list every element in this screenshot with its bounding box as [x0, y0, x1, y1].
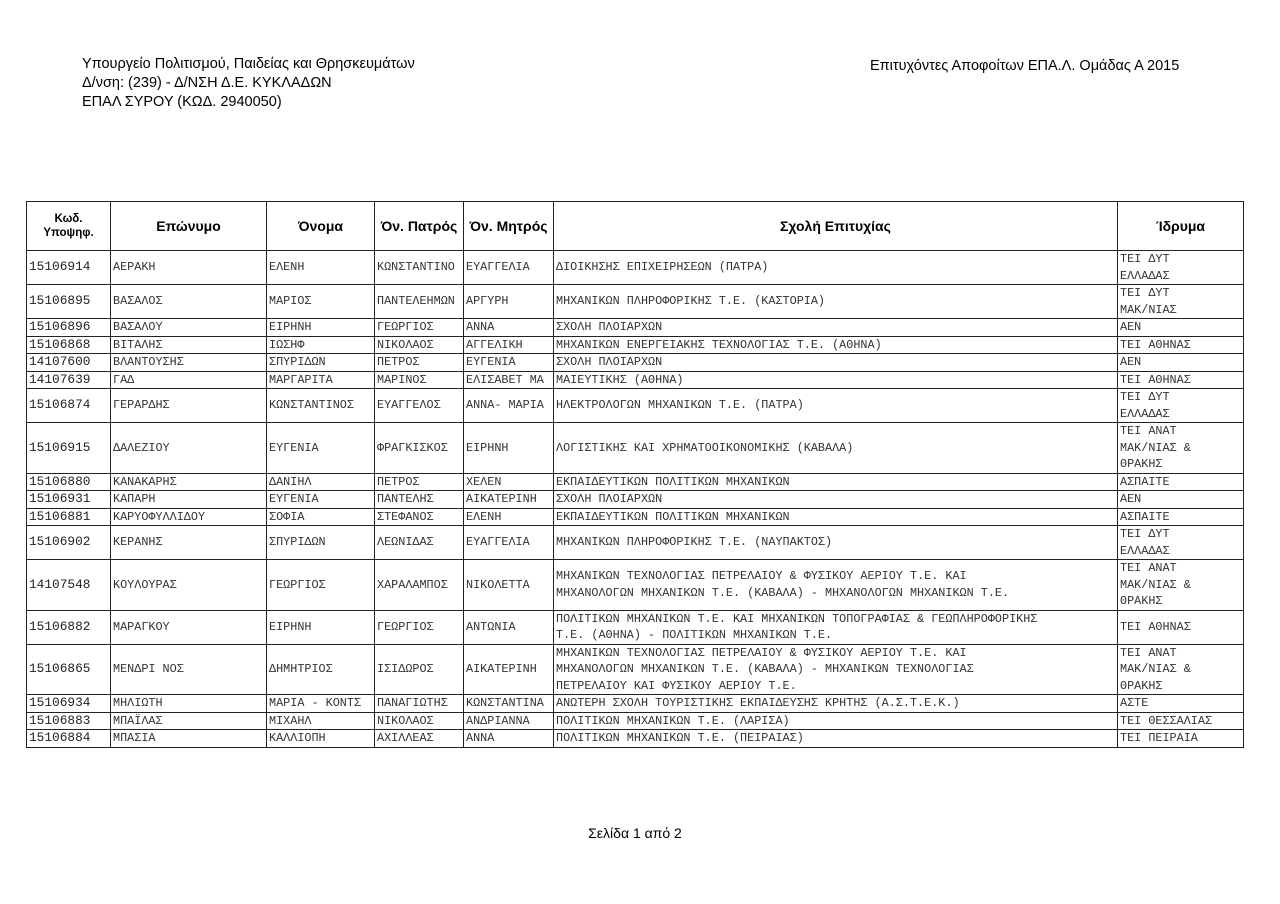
cell-mother-name: ΑΙΚΑΤΕΡΙΝΗ: [464, 491, 554, 509]
cell-institution: [1118, 508, 1244, 526]
cell-code: 15106883: [27, 712, 111, 730]
directorate-name: Δ/νση: (239) - Δ/ΝΣΗ Δ.Ε. ΚΥΚΛΑΔΩΝ: [82, 75, 332, 91]
table-header-row: [27, 202, 1244, 251]
cell-name: ΓΕΩΡΓΙΟΣ: [267, 560, 375, 611]
cell-code: 15106895: [27, 285, 111, 319]
cell-code: 15106882: [27, 610, 111, 644]
cell-institution: [1118, 560, 1244, 611]
cell-name: ΕΙΡΗΝΗ: [267, 610, 375, 644]
cell-mother-name: ΕΙΡΗΝΗ: [464, 423, 554, 474]
cell-school-line: ΜΗΧΑΝΙΚΩΝ ΤΕΧΝΟΛΟΓΙΑΣ ΠΕΤΡΕΛΑΙΟΥ & ΦΥΣΙΚΟΥ ΑΕΡΙΟΥ Τ.Ε. ΚΑΙ: [556, 645, 967, 660]
cell-mother-name: ΝΙΚΟΛΕΤΤΑ: [464, 560, 554, 611]
cell-institution: [1118, 423, 1244, 474]
cell-surname: ΒΑΣΑΛΟΣ: [111, 285, 267, 319]
cell-school: [554, 695, 1118, 713]
cell-institution: [1118, 473, 1244, 491]
page-number: Σελίδα 1 από 2: [588, 825, 682, 841]
table-body: [27, 251, 1244, 748]
column-header-institution: Ίδρυμα: [1118, 202, 1244, 251]
cell-name: ΜΑΡΙΟΣ: [267, 285, 375, 319]
cell-code: 15106865: [27, 644, 111, 695]
cell-institution-line: ΘΡΑΚΗΣ: [1120, 457, 1163, 471]
column-header-code: Κωδ. Υποψηφ.: [27, 202, 111, 251]
table-row: [27, 644, 1244, 695]
cell-school: [554, 526, 1118, 560]
cell-mother-name: ΕΥΓΕΝΙΑ: [464, 354, 554, 372]
cell-school: [554, 644, 1118, 695]
cell-mother-name: ΑΝΝΑ: [464, 730, 554, 748]
cell-institution: [1118, 730, 1244, 748]
cell-institution-line: ΤΕΙ ΑΝΑΤ: [1120, 561, 1177, 575]
cell-school-line: ΕΚΠΑΙΔΕΥΤΙΚΩΝ ΠΟΛΙΤΙΚΩΝ ΜΗΧΑΝΙΚΩΝ: [556, 474, 790, 489]
cell-surname: ΚΟΥΛΟΥΡΑΣ: [111, 560, 267, 611]
cell-institution-line: ΤΕΙ ΑΘΗΝΑΣ: [1120, 337, 1191, 352]
cell-school-line: ΠΟΛΙΤΙΚΩΝ ΜΗΧΑΝΙΚΩΝ Τ.Ε. ΚΑΙ ΜΗΧΑΝΙΚΩΝ ΤΟΠΟΓΡΑΦΙΑΣ & ΓΕΩΠΛΗΡΟΦΟΡΙΚΗΣ: [556, 611, 1038, 626]
cell-code: 15106915: [27, 423, 111, 474]
cell-father-name: ΓΕΩΡΓΙΟΣ: [375, 610, 464, 644]
cell-father-name: ΧΑΡΑΛΑΜΠΟΣ: [375, 560, 464, 611]
table-row: [27, 491, 1244, 509]
cell-surname: ΒΛΑΝΤΟΥΣΗΣ: [111, 354, 267, 372]
cell-school-line: ΑΝΩΤΕΡΗ ΣΧΟΛΗ ΤΟΥΡΙΣΤΙΚΗΣ ΕΚΠΑΙΔΕΥΣΗΣ ΚΡΗΤΗΣ (Α.Σ.Τ.Ε.Κ.): [556, 696, 960, 710]
cell-institution-line: ΑΕΝ: [1120, 320, 1142, 334]
cell-name: ΣΟΦΙΑ: [267, 508, 375, 526]
cell-school-line: ΜΗΧΑΝΟΛΟΓΩΝ ΜΗΧΑΝΙΚΩΝ Τ.Ε. (ΚΑΒΑΛΑ) - ΜΗΧΑΝΙΚΩΝ ΤΕΧΝΟΛΟΓΙΑΣ: [556, 662, 974, 676]
cell-name: ΜΙΧΑΗΛ: [267, 712, 375, 730]
cell-school-line: ΕΚΠΑΙΔΕΥΤΙΚΩΝ ΠΟΛΙΤΙΚΩΝ ΜΗΧΑΝΙΚΩΝ: [556, 509, 790, 524]
cell-institution-line: ΘΡΑΚΗΣ: [1120, 594, 1163, 608]
cell-institution: [1118, 251, 1244, 285]
cell-mother-name: ΑΙΚΑΤΕΡΙΝΗ: [464, 644, 554, 695]
table-row: [27, 526, 1244, 560]
cell-school-line: ΣΧΟΛΗ ΠΛΟΙΑΡΧΩΝ: [556, 492, 663, 506]
cell-institution-line: ΕΛΛΑΔΑΣ: [1120, 406, 1170, 421]
cell-institution: [1118, 389, 1244, 423]
cell-code: 15106934: [27, 695, 111, 713]
cell-father-name: ΚΩΝΣΤΑΝΤΙΝΟ: [375, 251, 464, 285]
cell-father-name: ΠΑΝΤΕΛΕΗΜΩΝ: [375, 285, 464, 319]
cell-school: [554, 508, 1118, 526]
cell-code: 14107600: [27, 354, 111, 372]
cell-code: 15106868: [27, 336, 111, 354]
cell-institution-line: ΤΕΙ ΘΕΣΣΑΛΙΑΣ: [1120, 713, 1213, 728]
cell-institution: [1118, 285, 1244, 319]
cell-code: 15106931: [27, 491, 111, 509]
cell-surname: ΚΑΡΥΟΦΥΛΛΙΔΟΥ: [111, 508, 267, 526]
cell-mother-name: ΑΝΝΑ- ΜΑΡΙΑ: [464, 389, 554, 423]
cell-code: 15106914: [27, 251, 111, 285]
cell-code: 14107639: [27, 371, 111, 389]
cell-father-name: ΠΑΝΑΓΙΩΤΗΣ: [375, 695, 464, 713]
cell-surname: ΜΠΑΣΙΑ: [111, 730, 267, 748]
cell-school: [554, 491, 1118, 509]
table-row: [27, 371, 1244, 389]
table-row: [27, 423, 1244, 474]
cell-institution-line: ΑΕΝ: [1120, 492, 1142, 506]
cell-name: ΔΗΜΗΤΡΙΟΣ: [267, 644, 375, 695]
cell-name: ΙΩΣΗΦ: [267, 336, 375, 354]
table-row: [27, 251, 1244, 285]
cell-surname: ΚΑΝΑΚΑΡΗΣ: [111, 473, 267, 491]
cell-father-name: ΣΤΕΦΑΝΟΣ: [375, 508, 464, 526]
cell-surname: ΜΗΛΙΩΤΗ: [111, 695, 267, 713]
cell-father-name: ΝΙΚΟΛΑΟΣ: [375, 712, 464, 730]
cell-institution: [1118, 336, 1244, 354]
cell-surname: ΔΑΛΕΖΙΟΥ: [111, 423, 267, 474]
cell-school-line: ΠΕΤΡΕΛΑΙΟΥ ΚΑΙ ΦΥΣΙΚΟΥ ΑΕΡΙΟΥ Τ.Ε.: [556, 678, 797, 693]
cell-institution: [1118, 354, 1244, 372]
cell-father-name: ΠΕΤΡΟΣ: [375, 354, 464, 372]
cell-institution-line: ΤΕΙ ΔΥΤ: [1120, 390, 1170, 404]
table-row: [27, 319, 1244, 337]
cell-school-line: ΛΟΓΙΣΤΙΚΗΣ ΚΑΙ ΧΡΗΜΑΤΟΟΙΚΟΝΟΜΙΚΗΣ (ΚΑΒΑΛΑ): [556, 440, 854, 455]
cell-school-line: ΣΧΟΛΗ ΠΛΟΙΑΡΧΩΝ: [556, 320, 663, 334]
cell-name: ΣΠΥΡΙΔΩΝ: [267, 354, 375, 372]
cell-name: ΜΑΡΙΑ - ΚΟΝΤΣ: [267, 695, 375, 713]
cell-school: [554, 371, 1118, 389]
cell-institution-line: ΑΣΠΑΙΤΕ: [1120, 474, 1170, 489]
cell-mother-name: ΕΛΙΣΑΒΕΤ ΜΑ: [464, 371, 554, 389]
cell-code: 15106874: [27, 389, 111, 423]
cell-code: 15106884: [27, 730, 111, 748]
table-row: [27, 560, 1244, 611]
cell-mother-name: ΑΡΓΥΡΗ: [464, 285, 554, 319]
cell-institution: [1118, 644, 1244, 695]
cell-surname: ΜΠΑΪΛΑΣ: [111, 712, 267, 730]
column-header-school: Σχολή Επιτυχίας: [554, 202, 1118, 251]
cell-name: ΣΠΥΡΙΔΩΝ: [267, 526, 375, 560]
cell-father-name: ΜΑΡΙΝΟΣ: [375, 371, 464, 389]
cell-school-line: ΜΗΧΑΝΟΛΟΓΩΝ ΜΗΧΑΝΙΚΩΝ Τ.Ε. (ΚΑΒΑΛΑ) - ΜΗΧΑΝΟΛΟΓΩΝ ΜΗΧΑΝΙΚΩΝ Τ.Ε.: [556, 585, 1010, 600]
column-header-name: Όνομα: [267, 202, 375, 251]
cell-school: [554, 285, 1118, 319]
cell-father-name: ΓΕΩΡΓΙΟΣ: [375, 319, 464, 337]
cell-institution-line: ΤΕΙ ΑΝΑΤ: [1120, 424, 1177, 438]
cell-school-line: ΜΗΧΑΝΙΚΩΝ ΠΛΗΡΟΦΟΡΙΚΗΣ Τ.Ε. (ΚΑΣΤΟΡΙΑ): [556, 294, 826, 309]
cell-school-line: ΣΧΟΛΗ ΠΛΟΙΑΡΧΩΝ: [556, 355, 663, 369]
cell-institution-line: ΤΕΙ ΑΘΗΝΑΣ: [1120, 372, 1191, 387]
cell-institution-line: ΜΑΚ/ΝΙΑΣ &: [1120, 440, 1191, 455]
cell-school-line: ΠΟΛΙΤΙΚΩΝ ΜΗΧΑΝΙΚΩΝ Τ.Ε. (ΠΕΙΡΑΙΑΣ): [556, 731, 804, 745]
cell-school-line: ΔΙΟΙΚΗΣΗΣ ΕΠΙΧΕΙΡΗΣΕΩΝ (ΠΑΤΡΑ): [556, 260, 769, 275]
cell-father-name: ΙΣΙΔΩΡΟΣ: [375, 644, 464, 695]
cell-institution-line: ΕΛΛΑΔΑΣ: [1120, 543, 1170, 558]
cell-name: ΚΩΝΣΤΑΝΤΙΝΟΣ: [267, 389, 375, 423]
cell-surname: ΒΙΤΑΛΗΣ: [111, 336, 267, 354]
table-row: [27, 730, 1244, 748]
cell-school-line: ΗΛΕΚΤΡΟΛΟΓΩΝ ΜΗΧΑΝΙΚΩΝ Τ.Ε. (ΠΑΤΡΑ): [556, 398, 804, 413]
cell-mother-name: ΑΓΓΕΛΙΚΗ: [464, 336, 554, 354]
cell-name: ΕΥΓΕΝΙΑ: [267, 423, 375, 474]
cell-mother-name: ΕΥΑΓΓΕΛΙΑ: [464, 526, 554, 560]
cell-surname: ΜΑΡΑΓΚΟΥ: [111, 610, 267, 644]
school-name: ΕΠΑΛ ΣΥΡΟΥ (ΚΩΔ. 2940050): [82, 94, 282, 110]
column-header-mother: Όν. Μητρός: [464, 202, 554, 251]
table-row: [27, 695, 1244, 713]
cell-name: ΕΙΡΗΝΗ: [267, 319, 375, 337]
cell-name: ΕΥΓΕΝΙΑ: [267, 491, 375, 509]
cell-mother-name: ΕΛΕΝΗ: [464, 508, 554, 526]
cell-school-line: ΜΑΙΕΥΤΙΚΗΣ (ΑΘΗΝΑ): [556, 372, 684, 387]
cell-school: [554, 354, 1118, 372]
cell-father-name: ΠΕΤΡΟΣ: [375, 473, 464, 491]
cell-institution: [1118, 610, 1244, 644]
cell-surname: ΒΑΣΑΛΟΥ: [111, 319, 267, 337]
cell-code: 15106896: [27, 319, 111, 337]
table-row: [27, 389, 1244, 423]
cell-institution-line: ΜΑΚ/ΝΙΑΣ: [1120, 302, 1177, 317]
column-header-father: Όν. Πατρός: [375, 202, 464, 251]
cell-code: 15106880: [27, 473, 111, 491]
cell-institution-line: ΑΕΝ: [1120, 355, 1142, 369]
cell-mother-name: ΧΕΛΕΝ: [464, 473, 554, 491]
table-row: [27, 285, 1244, 319]
cell-father-name: ΠΑΝΤΕΛΗΣ: [375, 491, 464, 509]
cell-surname: ΜΕΝΔΡΙ ΝΟΣ: [111, 644, 267, 695]
cell-school-line: Τ.Ε. (ΑΘΗΝΑ) - ΠΟΛΙΤΙΚΩΝ ΜΗΧΑΝΙΚΩΝ Τ.Ε.: [556, 628, 833, 642]
cell-name: ΚΑΛΛΙΟΠΗ: [267, 730, 375, 748]
cell-institution-line: ΤΕΙ ΔΥΤ: [1120, 286, 1170, 300]
cell-name: ΔΑΝΙΗΛ: [267, 473, 375, 491]
cell-school-line: ΜΗΧΑΝΙΚΩΝ ΤΕΧΝΟΛΟΓΙΑΣ ΠΕΤΡΕΛΑΙΟΥ & ΦΥΣΙΚΟΥ ΑΕΡΙΟΥ Τ.Ε. ΚΑΙ: [556, 569, 967, 584]
cell-institution-line: ΤΕΙ ΑΝΑΤ: [1120, 645, 1177, 660]
cell-code: 14107548: [27, 560, 111, 611]
cell-school-line: ΠΟΛΙΤΙΚΩΝ ΜΗΧΑΝΙΚΩΝ Τ.Ε. (ΛΑΡΙΣΑ): [556, 713, 790, 728]
table-row: [27, 712, 1244, 730]
cell-father-name: ΝΙΚΟΛΑΟΣ: [375, 336, 464, 354]
cell-institution: [1118, 319, 1244, 337]
cell-institution-line: ΜΑΚ/ΝΙΑΣ &: [1120, 662, 1191, 676]
cell-school: [554, 712, 1118, 730]
cell-code: 15106902: [27, 526, 111, 560]
cell-mother-name: ΑΝΤΩΝΙΑ: [464, 610, 554, 644]
document-title: Επιτυχόντες Αποφοίτων ΕΠΑ.Λ. Ομάδας Α 2015: [870, 58, 1180, 74]
cell-institution-line: ΤΕΙ ΑΘΗΝΑΣ: [1120, 619, 1191, 634]
cell-mother-name: ΕΥΑΓΓΕΛΙΑ: [464, 251, 554, 285]
cell-institution: [1118, 712, 1244, 730]
cell-name: ΜΑΡΓΑΡΙΤΑ: [267, 371, 375, 389]
table-row: [27, 610, 1244, 644]
results-table: [26, 201, 1244, 748]
cell-institution: [1118, 371, 1244, 389]
cell-mother-name: ΚΩΝΣΤΑΝΤΙΝΑ: [464, 695, 554, 713]
cell-father-name: ΦΡΑΓΚΙΣΚΟΣ: [375, 423, 464, 474]
ministry-name: Υπουργείο Πολιτισμού, Παιδείας και Θρησκευμάτων: [82, 56, 415, 72]
cell-institution: [1118, 491, 1244, 509]
cell-school: [554, 473, 1118, 491]
cell-institution-line: ΤΕΙ ΠΕΙΡΑΙΑ: [1120, 731, 1198, 745]
cell-mother-name: ΑΝΔΡΙΑΝΝΑ: [464, 712, 554, 730]
cell-institution-line: ΤΕΙ ΔΥΤ: [1120, 527, 1170, 541]
cell-school: [554, 560, 1118, 611]
cell-school: [554, 610, 1118, 644]
table-row: [27, 336, 1244, 354]
table-row: [27, 473, 1244, 491]
cell-institution: [1118, 526, 1244, 560]
cell-institution-line: ΜΑΚ/ΝΙΑΣ &: [1120, 577, 1191, 592]
cell-surname: ΚΑΠΑΡΗ: [111, 491, 267, 509]
cell-institution-line: ΤΕΙ ΔΥΤ: [1120, 252, 1170, 266]
cell-father-name: ΛΕΩΝΙΔΑΣ: [375, 526, 464, 560]
cell-school: [554, 251, 1118, 285]
cell-institution-line: ΕΛΛΑΔΑΣ: [1120, 268, 1170, 283]
cell-institution-line: ΑΣΤΕ: [1120, 696, 1149, 710]
cell-institution-line: ΑΣΠΑΙΤΕ: [1120, 509, 1170, 524]
cell-institution: [1118, 695, 1244, 713]
cell-father-name: ΑΧΙΛΛΕΑΣ: [375, 730, 464, 748]
cell-institution-line: ΘΡΑΚΗΣ: [1120, 678, 1163, 693]
cell-father-name: ΕΥΑΓΓΕΛΟΣ: [375, 389, 464, 423]
cell-code: 15106881: [27, 508, 111, 526]
column-header-surname: Επώνυμο: [111, 202, 267, 251]
cell-school: [554, 423, 1118, 474]
cell-school: [554, 336, 1118, 354]
cell-name: ΕΛΕΝΗ: [267, 251, 375, 285]
table-row: [27, 354, 1244, 372]
cell-school: [554, 389, 1118, 423]
table-row: [27, 508, 1244, 526]
cell-mother-name: ΑΝΝΑ: [464, 319, 554, 337]
cell-surname: ΚΕΡΑΝΗΣ: [111, 526, 267, 560]
cell-surname: ΓΕΡΑΡΔΗΣ: [111, 389, 267, 423]
cell-school: [554, 319, 1118, 337]
cell-school-line: ΜΗΧΑΝΙΚΩΝ ΕΝΕΡΓΕΙΑΚΗΣ ΤΕΧΝΟΛΟΓΙΑΣ Τ.Ε. (ΑΘΗΝΑ): [556, 337, 882, 352]
cell-school: [554, 730, 1118, 748]
cell-surname: ΑΕΡΑΚΗ: [111, 251, 267, 285]
cell-school-line: ΜΗΧΑΝΙΚΩΝ ΠΛΗΡΟΦΟΡΙΚΗΣ Τ.Ε. (ΝΑΥΠΑΚΤΟΣ): [556, 535, 833, 550]
document-header-left: [82, 55, 415, 112]
cell-surname: ΓΑΔ: [111, 371, 267, 389]
